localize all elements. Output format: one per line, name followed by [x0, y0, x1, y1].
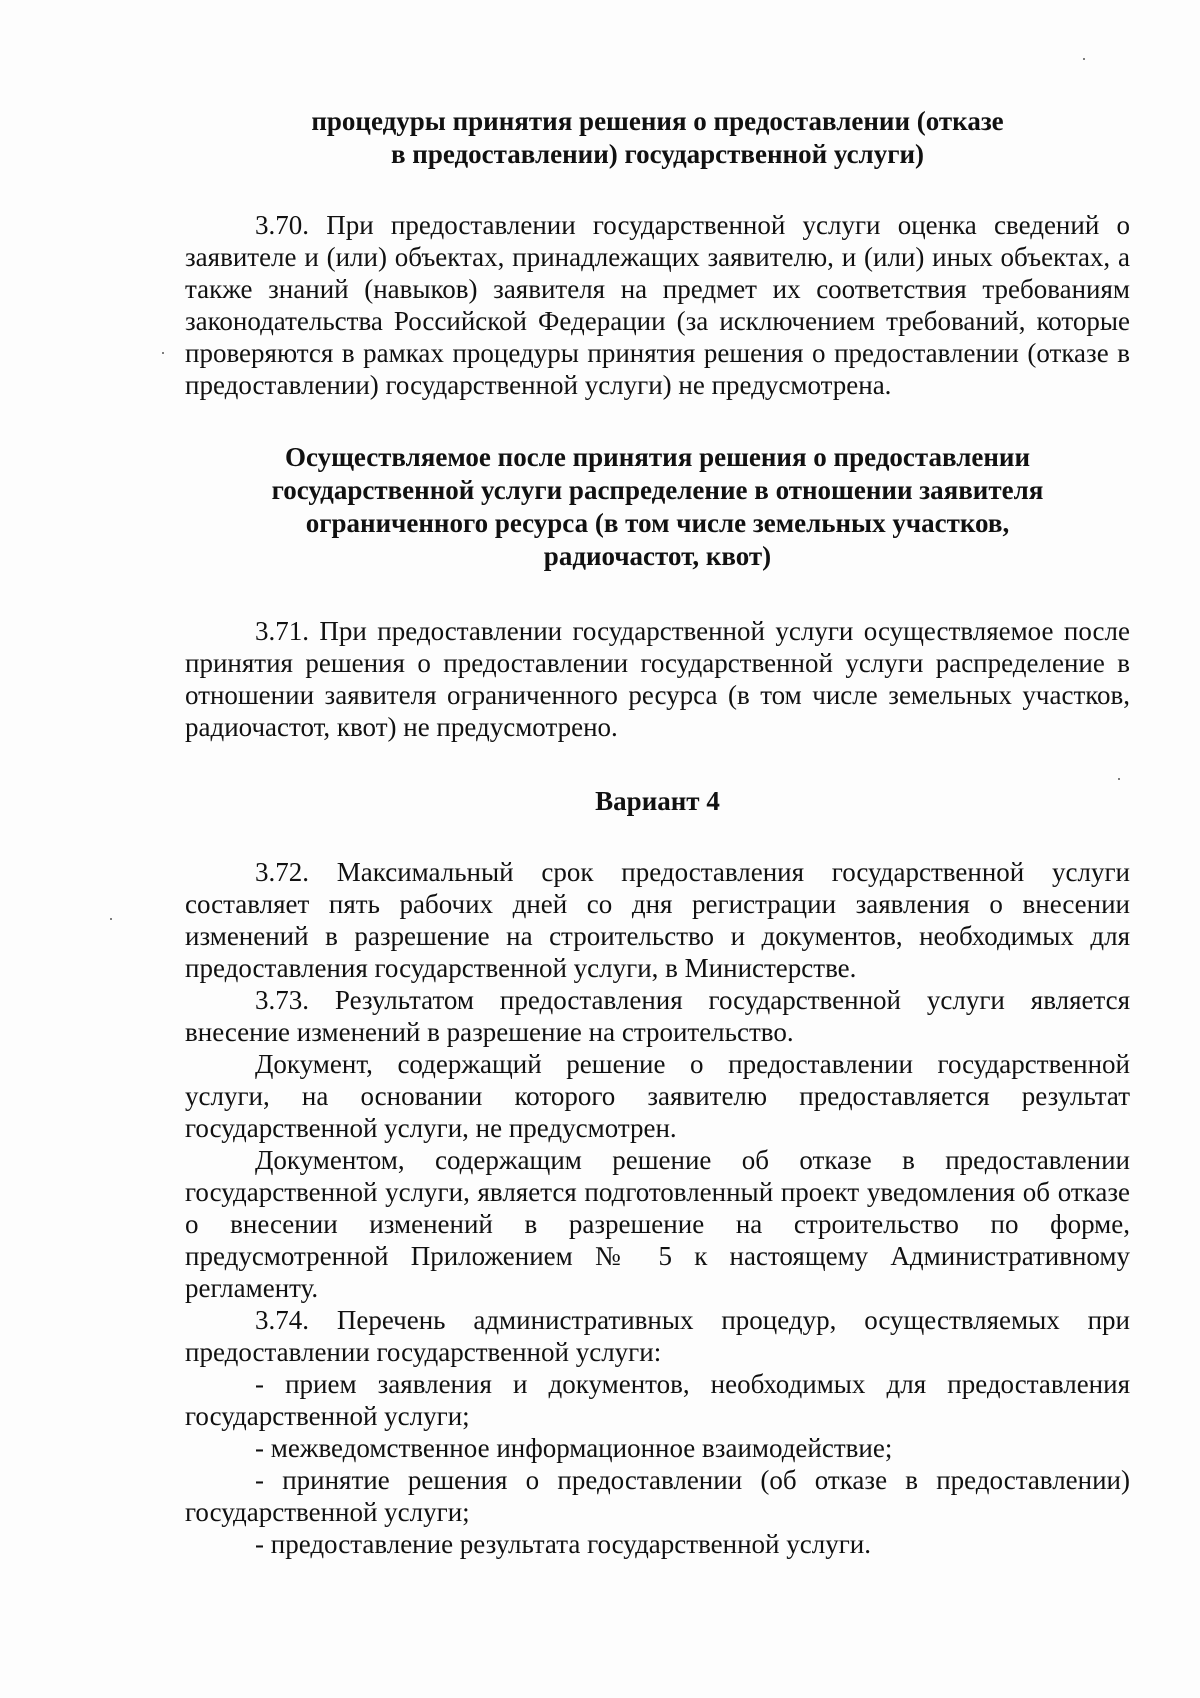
- scan-speck: [1083, 58, 1085, 60]
- list-item: - предоставление результата государственной услуги.: [255, 1529, 871, 1559]
- paragraph-3-72: 3.72. Максимальный срок предоставления государственной услуги составляет пять рабочих дней со дня регистрации заявления о внесении изменений в разрешение на строительство и документов, необходимых для предоставления государственной услуги, в Министерстве.: [185, 857, 1130, 983]
- heading-line: радиочастот, квот): [543, 541, 772, 571]
- paragraph-3-74: 3.74. Перечень административных процедур, осуществляемых при предоставлении государственной услуги:: [185, 1305, 1130, 1367]
- list-item: - принятие решения о предоставлении (об отказе в предоставлении) государственной услуги;: [185, 1465, 1130, 1527]
- list-item: - прием заявления и документов, необходимых для предоставления государственной услуги;: [185, 1369, 1130, 1431]
- section-heading-variant-4: Вариант 4: [595, 786, 720, 816]
- heading-line: государственной услуги распределение в отношении заявителя: [271, 475, 1044, 505]
- scan-speck: [162, 352, 164, 354]
- document-body: [185, 105, 1130, 1560]
- scan-speck: [110, 918, 112, 920]
- paragraph-3-73-refusal: Документом, содержащим решение об отказе в предоставлении государственной услуги, является подготовленный проект уведомления об отказе о внесении изменений в разрешение на строительство по форме, предусмотренной Приложением № 5 к настоящему Административному регламенту.: [185, 1145, 1130, 1303]
- list-item: - межведомственное информационное взаимодействие;: [255, 1433, 893, 1463]
- heading-line: Осуществляемое после принятия решения о предоставлении: [284, 442, 1031, 472]
- heading-line: в предоставлении) государственной услуги): [390, 139, 925, 169]
- heading-line: процедуры принятия решения о предоставлении (отказе: [311, 106, 1004, 136]
- section-heading-procedures: [185, 105, 1130, 171]
- paragraph-3-71: 3.71. При предоставлении государственной услуги осуществляемое после принятия решения о предоставлении государственной услуги распределение в отношении заявителя ограниченного ресурса (в том числе земельных участков, радиочастот, квот) не предусмотрено.: [185, 616, 1130, 742]
- section-heading-resource-distribution: [185, 441, 1130, 573]
- heading-line: ограниченного ресурса (в том числе земельных участков,: [305, 508, 1010, 538]
- paragraph-3-70: 3.70. При предоставлении государственной услуги оценка сведений о заявителе и (или) объектах, принадлежащих заявителю, и (или) иных объектах, а также знаний (навыков) заявителя на предмет их соответствия требованиям законодательства Российской Федерации (за исключением требований, которые проверяются в рамках процедуры принятия решения о предоставлении (отказе в предоставлении) государственной услуги) не предусмотрена.: [185, 210, 1130, 400]
- paragraph-3-73: 3.73. Результатом предоставления государственной услуги является внесение изменений в разрешение на строительство.: [185, 985, 1130, 1047]
- paragraph-3-73-document: Документ, содержащий решение о предоставлении государственной услуги, на основании которого заявителю предоставляется результат государственной услуги, не предусмотрен.: [185, 1049, 1130, 1143]
